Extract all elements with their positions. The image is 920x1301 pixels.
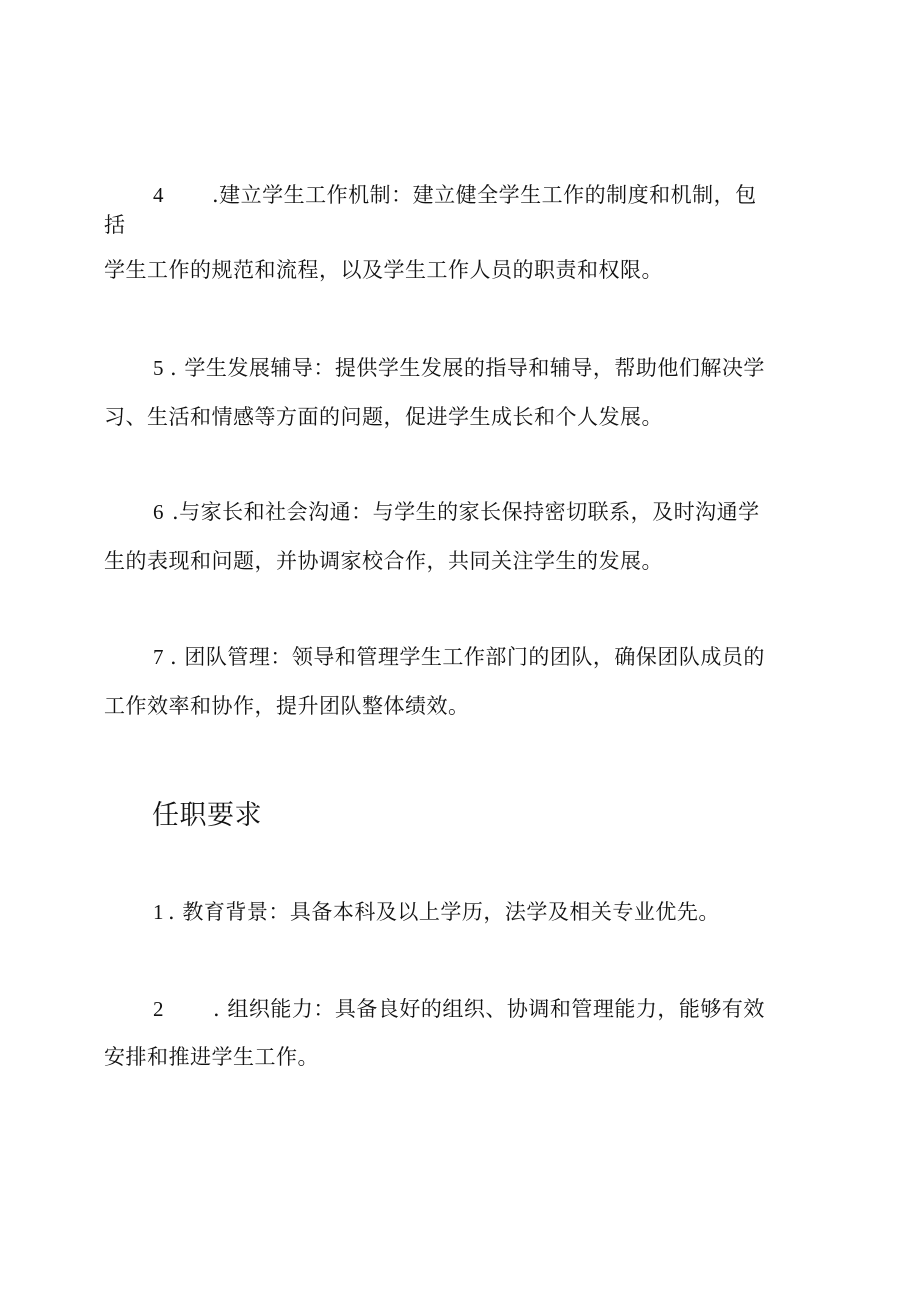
duty-text-line: .建立学生工作机制：建立健全学生工作的制度和机制，包: [212, 183, 757, 207]
duty-text-line: 习、生活和情感等方面的问题，促进学生成长和个人发展。: [104, 405, 663, 429]
duty-text-line: 工作效率和协作，提升团队整体绩效。: [104, 694, 470, 718]
requirement-number: 2: [153, 997, 164, 1021]
duty-text-line: . 团队管理：领导和管理学生工作部门的团队，确保团队成员的: [170, 645, 765, 669]
requirement-number: 1: [153, 900, 164, 924]
requirement-text-line: . 组织能力：具备良好的组织、协调和管理能力，能够有效: [213, 997, 765, 1021]
section-heading-requirements: 任职要求: [152, 800, 262, 831]
duty-number: 6: [153, 500, 164, 524]
duty-number: 5: [153, 356, 164, 380]
duty-number: 7: [153, 645, 164, 669]
duty-text-line: 学生工作的规范和流程，以及学生工作人员的职责和权限。: [104, 258, 663, 282]
duty-number: 4: [153, 183, 164, 207]
requirement-text-line: 安排和推进学生工作。: [104, 1045, 319, 1069]
duty-text-line: 生的表现和问题，并协调家校合作，共同关注学生的发展。: [104, 549, 663, 573]
requirement-text-line: . 教育背景：具备本科及以上学历，法学及相关专业优先。: [168, 900, 720, 924]
duty-text-line: 括: [104, 213, 126, 237]
duty-text-line: . 学生发展辅导：提供学生发展的指导和辅导，帮助他们解决学: [170, 356, 765, 380]
duty-text-line: .与家长和社会沟通：与学生的家长保持密切联系，及时沟通学: [172, 500, 760, 524]
